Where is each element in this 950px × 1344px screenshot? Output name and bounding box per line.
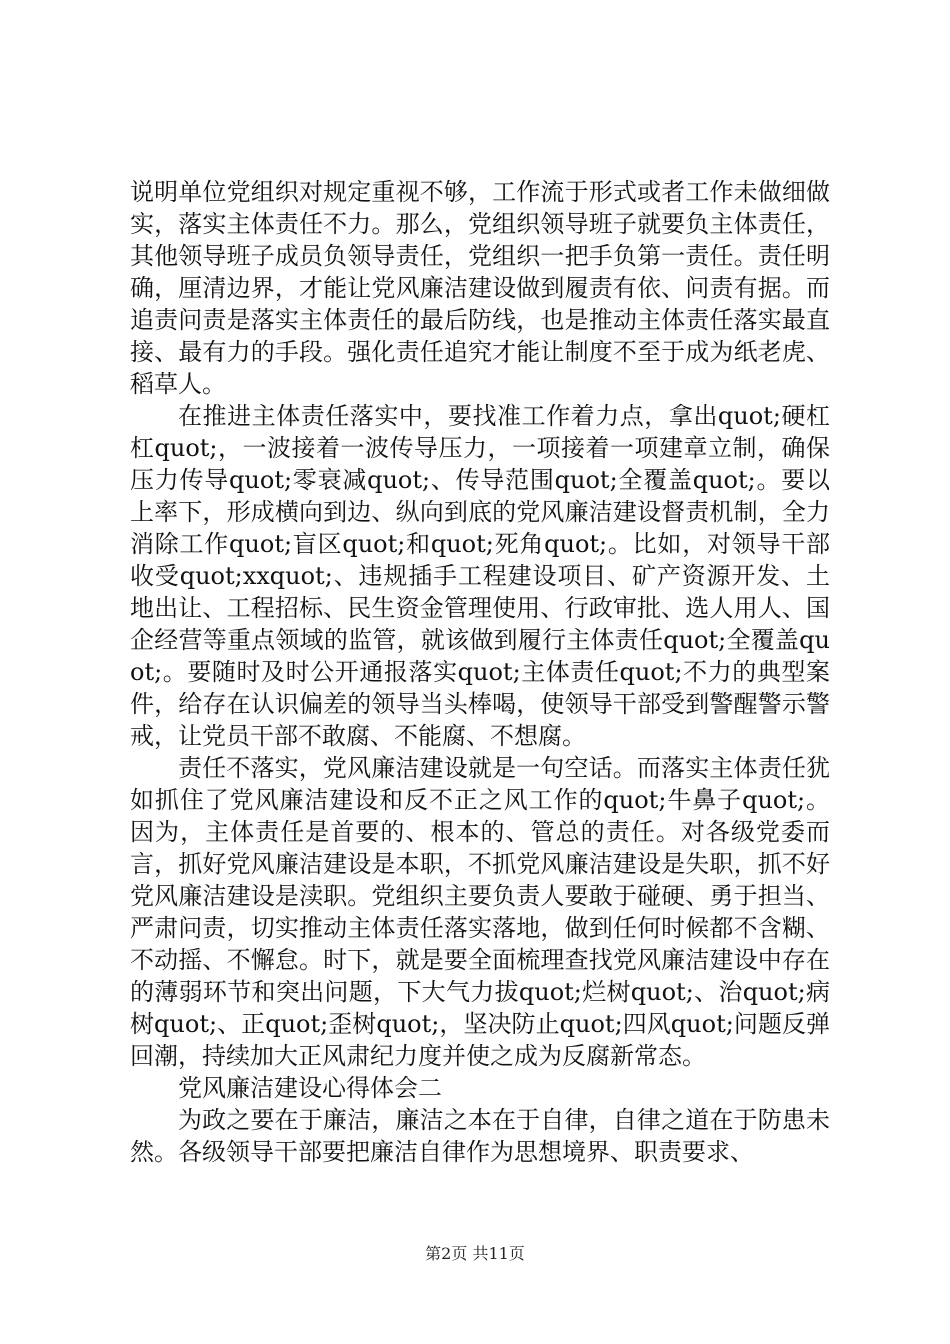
page-footer: [0, 1244, 950, 1264]
document-body: [130, 176, 830, 1168]
page-number-label: 第2页 共11页: [425, 1244, 525, 1263]
paragraph-2: 在推进主体责任落实中，要找准工作着力点，拿出quot;硬杠杠quot;，一波接着一波传导压力，一项接着一项建章立制，确保压力传导quot;零衰减quot;、传导范围quot;全覆盖quot;。要以上率下，形成横向到边、纵向到底的党风廉洁建设督责机制，全力消除工作quot;盲区quot;和quot;死角quot;。比如，对领导干部收受quot;xxquot;、违规插手工程建设项目、矿产资源开发、土地出让、工程招标、民生资金管理使用、行政审批、选人用人、国企经营等重点领域的监管，就该做到履行主体责任quot;全覆盖quot;。要随时及时公开通报落实quot;主体责任quot;不力的典型案件，给存在认识偏差的领导当头棒喝，使领导干部受到警醒警示警戒，让党员干部不敢腐、不能腐、不想腐。: [130, 402, 830, 750]
section-heading: 党风廉洁建设心得体会二: [178, 1074, 442, 1102]
paragraph-1: 说明单位党组织对规定重视不够，工作流于形式或者工作未做细做实，落实主体责任不力。那么，党组织领导班子就要负主体责任，其他领导班子成员负领导责任，党组织一把手负第一责任。责任明确，厘清边界，才能让党风廉洁建设做到履责有依、问责有据。而追责问责是落实主体责任的最后防线，也是推动主体责任落实最直接、最有力的手段。强化责任追究才能让制度不至于成为纸老虎、稻草人。: [130, 178, 830, 398]
paragraph-4: 为政之要在于廉洁，廉洁之本在于自律，自律之道在于防患未然。各级领导干部要把廉洁自律作为思想境界、职责要求、: [130, 1106, 830, 1166]
paragraph-3: 责任不落实，党风廉洁建设就是一句空话。而落实主体责任犹如抓住了党风廉洁建设和反不正之风工作的quot;牛鼻子quot;。因为，主体责任是首要的、根本的、管总的责任。对各级党委而言，抓好党风廉洁建设是本职，不抓党风廉洁建设是失职，抓不好党风廉洁建设是渎职。党组织主要负责人要敢于碰硬、勇于担当、严肃问责，切实推动主体责任落实落地，做到任何时候都不含糊、不动摇、不懈怠。时下，就是要全面梳理查找党风廉洁建设中存在的薄弱环节和突出问题，下大气力拔quot;烂树quot;、治quot;病树quot;、正quot;歪树quot;，坚决防止quot;四风quot;问题反弹回潮，持续加大正风肃纪力度并使之成为反腐新常态。: [130, 754, 830, 1070]
